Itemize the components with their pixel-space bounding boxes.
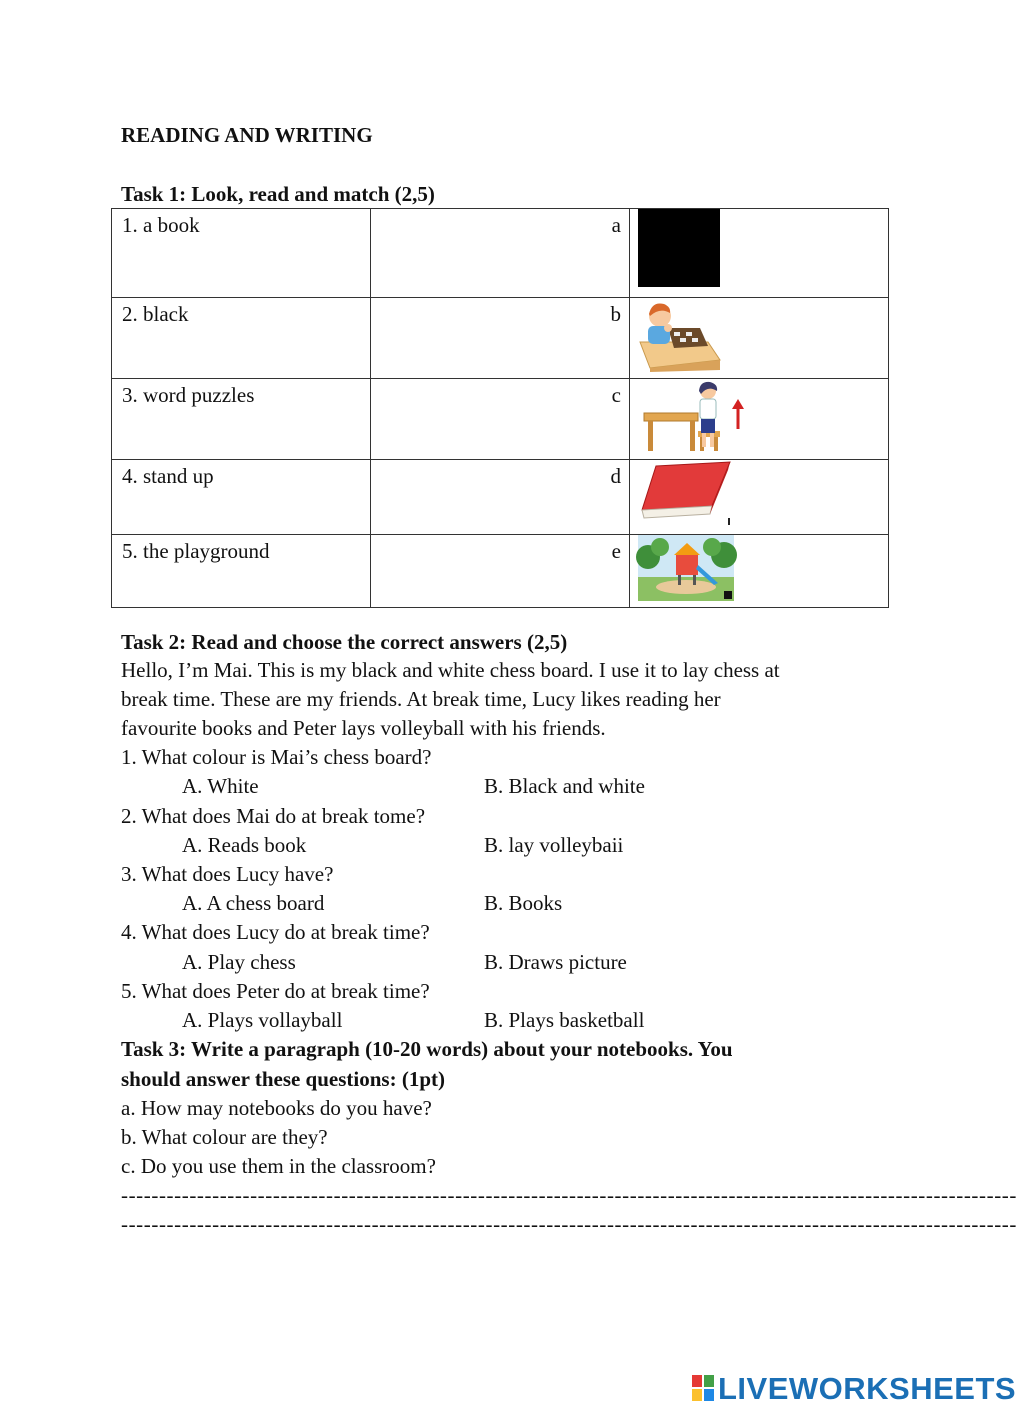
item-text: 3. word puzzles (122, 383, 255, 407)
item-text: 2. black (122, 302, 189, 326)
playground-picture (638, 535, 734, 601)
letter-cell[interactable] (371, 535, 630, 608)
picture-cell (630, 460, 889, 535)
letter-label: c (611, 383, 621, 407)
question-3: 3. What does Lucy have? (121, 862, 334, 886)
table-row (112, 209, 889, 298)
letter-cell[interactable] (371, 298, 630, 379)
answer-line[interactable]: ---------------------------------------------------------------------------------------------------------------------- (121, 1212, 1017, 1236)
option-a[interactable]: A. Play chess (182, 950, 296, 974)
task3-question: c. Do you use them in the classroom? (121, 1154, 436, 1178)
option-b[interactable]: B. Black and white (484, 774, 645, 798)
table-row (112, 535, 889, 608)
question-1: 1. What colour is Mai’s chess board? (121, 745, 432, 769)
letter-cell[interactable] (371, 379, 630, 460)
question-2: 2. What does Mai do at break tome? (121, 804, 426, 828)
matching-table (111, 208, 889, 608)
letter-label: e (611, 539, 621, 563)
option-a[interactable]: A. White (182, 774, 259, 798)
option-b[interactable]: B. Draws picture (484, 950, 627, 974)
option-b[interactable]: B. Books (484, 891, 563, 915)
task3-title: Task 3: Write a paragraph (10-20 words) about your notebooks. You (121, 1037, 733, 1061)
task2-title: Task 2: Read and choose the correct answers (2,5) (121, 630, 568, 654)
option-b[interactable]: B. lay volleybaii (484, 833, 624, 857)
item-text: 4. stand up (122, 464, 214, 488)
option-a[interactable]: A. A chess board (182, 891, 325, 915)
logo-mark-icon (692, 1375, 716, 1403)
boy-chess-picture (638, 298, 722, 372)
item-cell (112, 379, 371, 460)
passage-line: favourite books and Peter lays volleyball with his friends. (121, 716, 606, 740)
task3-title-line2: should answer these questions: (1pt) (121, 1067, 445, 1091)
item-cell (112, 535, 371, 608)
letter-label: a (611, 213, 621, 237)
liveworksheets-logo (692, 1371, 1016, 1407)
item-cell (112, 209, 371, 298)
section-title: READING AND WRITING (121, 123, 373, 147)
picture-cell (630, 535, 889, 608)
item-text: 5. the playground (122, 539, 270, 563)
passage-line: Hello, I’m Mai. This is my black and white chess board. I use it to lay chess at (121, 658, 780, 682)
picture-cell (630, 379, 889, 460)
question-4: 4. What does Lucy do at break time? (121, 920, 430, 944)
task3-question: b. What colour are they? (121, 1125, 328, 1149)
letter-cell[interactable] (371, 460, 630, 535)
table-row (112, 460, 889, 535)
task3-question: a. How may notebooks do you have? (121, 1096, 432, 1120)
girl-standing-picture (638, 379, 748, 453)
picture-cell (630, 209, 889, 298)
picture-cell (630, 298, 889, 379)
task1-title: Task 1: Look, read and match (2,5) (121, 182, 435, 206)
question-5: 5. What does Peter do at break time? (121, 979, 430, 1003)
table-row (112, 298, 889, 379)
black-square-picture (638, 209, 720, 287)
item-cell (112, 460, 371, 535)
passage-line: break time. These are my friends. At break time, Lucy likes reading her (121, 687, 721, 711)
option-b[interactable]: B. Plays basketball (484, 1008, 645, 1032)
logo-text: LIVEWORKSHEETS (718, 1371, 1017, 1406)
answer-line[interactable]: ---------------------------------------------------------------------------------------------------------------------- (121, 1183, 1017, 1207)
letter-label: b (610, 302, 621, 326)
red-book-picture (638, 460, 738, 528)
item-text: 1. a book (122, 213, 200, 237)
letter-cell[interactable] (371, 209, 630, 298)
table-row (112, 379, 889, 460)
letter-label: d (610, 464, 621, 488)
item-cell (112, 298, 371, 379)
option-a[interactable]: A. Plays vollayball (182, 1008, 343, 1032)
option-a[interactable]: A. Reads book (182, 833, 307, 857)
